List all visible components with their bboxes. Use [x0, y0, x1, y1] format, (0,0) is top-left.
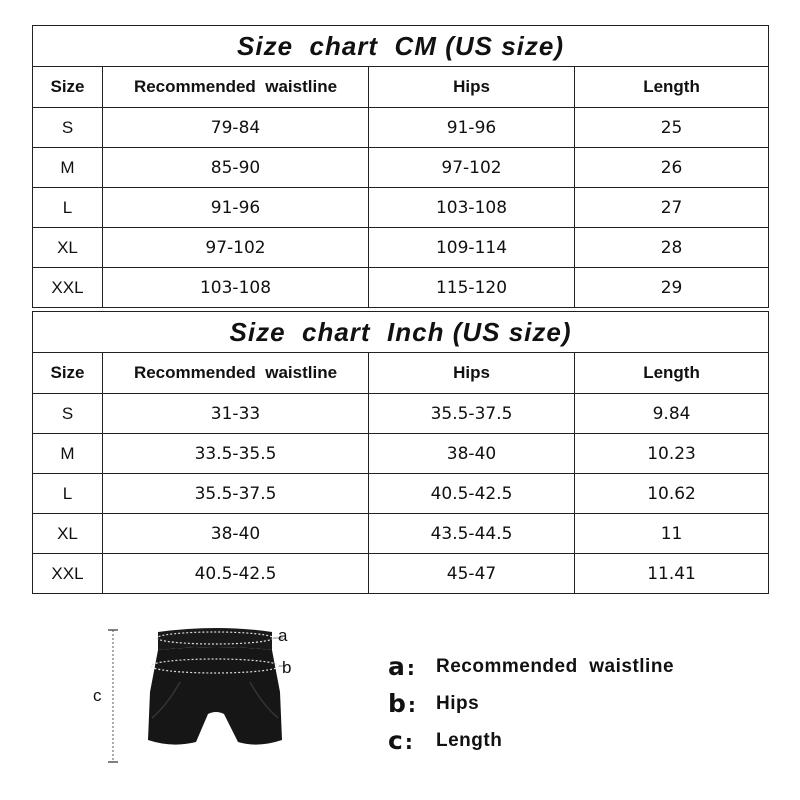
- table-row: [33, 554, 769, 594]
- cm-header-waistline: Recommended waistline: [103, 67, 369, 108]
- length-cell: 10.23: [575, 434, 769, 474]
- table-row: [33, 514, 769, 554]
- waistline-cell: 85-90: [103, 148, 369, 188]
- legend-label: Recommended waistline: [436, 655, 675, 677]
- waistline-cell: 97-102: [103, 228, 369, 268]
- hips-cell: 97-102: [369, 148, 575, 188]
- legend-label: Hips: [436, 692, 480, 714]
- inch-header-size: Size: [33, 353, 103, 394]
- size-cell: XL: [33, 514, 103, 554]
- length-cell: 26: [575, 148, 769, 188]
- size-cell: XL: [33, 228, 103, 268]
- inch-title-row: [33, 312, 769, 353]
- size-cell: L: [33, 474, 103, 514]
- waistline-cell: 31-33: [103, 394, 369, 434]
- legend-key: b :: [388, 689, 416, 718]
- table-row: [33, 394, 769, 434]
- marker-c: c: [93, 686, 102, 705]
- inch-header-waistline: Recommended waistline: [103, 353, 369, 394]
- size-cell: L: [33, 188, 103, 228]
- legend-item-b: [388, 685, 674, 722]
- length-cell: 29: [575, 268, 769, 308]
- table-row: [33, 228, 769, 268]
- inch-header-row: [33, 353, 769, 394]
- length-cell: 27: [575, 188, 769, 228]
- hips-cell: 38-40: [369, 434, 575, 474]
- size-cell: S: [33, 394, 103, 434]
- size-chart-cm-table: [32, 25, 769, 308]
- measurement-legend: [388, 648, 674, 759]
- hips-cell: 45-47: [369, 554, 575, 594]
- inch-header-length: Length: [575, 353, 769, 394]
- legend-key: a :: [388, 652, 415, 681]
- table-row: [33, 434, 769, 474]
- length-cell: 10.62: [575, 474, 769, 514]
- shorts-icon: [88, 622, 308, 772]
- size-cell: XXL: [33, 268, 103, 308]
- length-cell: 25: [575, 108, 769, 148]
- table-row: [33, 148, 769, 188]
- waistline-cell: 35.5-37.5: [103, 474, 369, 514]
- waistline-cell: 91-96: [103, 188, 369, 228]
- legend-item-c: [388, 722, 674, 759]
- hips-cell: 35.5-37.5: [369, 394, 575, 434]
- legend-key: c :: [388, 726, 413, 755]
- cm-header-length: Length: [575, 67, 769, 108]
- table-row: [33, 108, 769, 148]
- size-chart-inch-table: [32, 311, 769, 594]
- cm-table-title: Size chart CM (US size): [33, 26, 769, 67]
- table-row: [33, 474, 769, 514]
- size-cell: S: [33, 108, 103, 148]
- shorts-measurement-figure: [88, 622, 308, 772]
- cm-header-size: Size: [33, 67, 103, 108]
- legend-label: Length: [436, 729, 503, 751]
- size-cell: XXL: [33, 554, 103, 594]
- length-cell: 28: [575, 228, 769, 268]
- length-cell: 9.84: [575, 394, 769, 434]
- size-cell: M: [33, 434, 103, 474]
- table-row: [33, 268, 769, 308]
- hips-cell: 91-96: [369, 108, 575, 148]
- hips-cell: 103-108: [369, 188, 575, 228]
- hips-cell: 40.5-42.5: [369, 474, 575, 514]
- waistline-cell: 38-40: [103, 514, 369, 554]
- cm-title-row: [33, 26, 769, 67]
- inch-header-hips: Hips: [369, 353, 575, 394]
- hips-cell: 109-114: [369, 228, 575, 268]
- marker-a: a: [278, 626, 288, 645]
- hips-cell: 115-120: [369, 268, 575, 308]
- length-cell: 11.41: [575, 554, 769, 594]
- length-cell: 11: [575, 514, 769, 554]
- waistline-cell: 79-84: [103, 108, 369, 148]
- table-row: [33, 188, 769, 228]
- waistline-cell: 40.5-42.5: [103, 554, 369, 594]
- hips-cell: 43.5-44.5: [369, 514, 575, 554]
- size-cell: M: [33, 148, 103, 188]
- legend-item-a: [388, 648, 674, 685]
- cm-header-row: [33, 67, 769, 108]
- cm-header-hips: Hips: [369, 67, 575, 108]
- waistline-cell: 103-108: [103, 268, 369, 308]
- inch-table-title: Size chart Inch (US size): [33, 312, 769, 353]
- waistline-cell: 33.5-35.5: [103, 434, 369, 474]
- marker-b: b: [282, 658, 292, 677]
